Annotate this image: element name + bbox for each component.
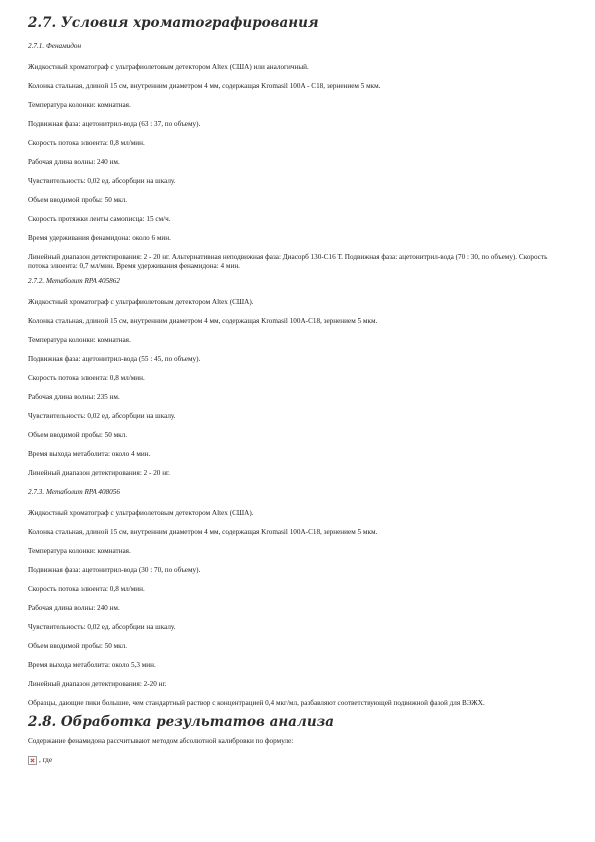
paragraph: Объем вводимой пробы: 50 мкл.: [28, 196, 128, 204]
paragraph: Подвижная фаза: ацетонитрил-вода (30 : 70, по объему).: [28, 566, 201, 574]
paragraph: Жидкостный хроматограф с ультрафиолетовым детектором Altex (США).: [28, 509, 254, 517]
paragraph: Колонка стальная, длиной 15 см, внутренним диаметром 4 мм, содержащая Kromasil 100A-C18, зернением 5 мкм.: [28, 317, 378, 325]
formula-suffix: , где: [39, 756, 53, 764]
paragraph: Образцы, дающие пики большие, чем стандартный раствор с концентрацией 0,4 мкг/мл, разбавляют соответствующей подвижной фазой для ВЭЖХ.: [28, 699, 485, 707]
paragraph: Колонка стальная, длиной 15 см, внутренним диаметром 4 мм, содержащая Kromasil 100A - C18, зернением 5 мкм.: [28, 82, 381, 90]
paragraph: Чувствительность: 0,02 ед. абсорбции на шкалу.: [28, 177, 176, 185]
subsection-2-7-3-body: [28, 509, 555, 708]
paragraph: Температура колонки: комнатная.: [28, 101, 131, 109]
paragraph: Рабочая длина волны: 240 нм.: [28, 604, 120, 612]
paragraph: Линейный диапазон детектирования: 2 - 20 нг.: [28, 469, 170, 477]
paragraph: Колонка стальная, длиной 15 см, внутренним диаметром 4 мм, содержащая Kromasil 100A-C18, зернением 5 мкм.: [28, 528, 378, 536]
paragraph: Температура колонки: комнатная.: [28, 547, 131, 555]
paragraph: Жидкостный хроматограф с ультрафиолетовым детектором Altex (США).: [28, 298, 254, 306]
paragraph: Скорость потока элюента: 0,8 мл/мин.: [28, 585, 145, 593]
paragraph: Объем вводимой пробы: 50 мкл.: [28, 431, 128, 439]
paragraph: Время выхода метаболита: около 4 мин.: [28, 450, 151, 458]
broken-image-icon: [28, 756, 37, 765]
section-2-7-title: 2.7. Условия хроматографирования: [28, 15, 319, 31]
paragraph: Скорость протяжки ленты самописца: 15 см/ч.: [28, 215, 171, 223]
subsection-2-7-1-body: [28, 63, 555, 271]
paragraph: Подвижная фаза: ацетонитрил-вода (63 : 37, по объему).: [28, 120, 201, 128]
paragraph: Рабочая длина волны: 235 нм.: [28, 393, 120, 401]
paragraph: Время выхода метаболита: около 5,3 мин.: [28, 661, 156, 669]
section-2-8-title: 2.8. Обработка результатов анализа: [28, 714, 334, 730]
formula-intro: Содержание фенамидона рассчитывают методом абсолютной калибровки по формуле:: [28, 737, 294, 745]
subsection-2-7-1-title: 2.7.1. Фенамидон: [28, 42, 82, 50]
paragraph: Линейный диапазон детектирования: 2-20 нг.: [28, 680, 167, 688]
subsection-2-7-2-body: [28, 298, 555, 478]
paragraph: Объем вводимой пробы: 50 мкл.: [28, 642, 128, 650]
paragraph: Чувствительность: 0,02 ед. абсорбции на шкалу.: [28, 623, 176, 631]
formula-row: [28, 756, 555, 765]
paragraph: Жидкостный хроматограф с ультрафиолетовым детектором Altex (США) или аналогичный.: [28, 63, 309, 71]
subsection-2-7-3-title: 2.7.3. Метаболит RPA 408056: [28, 488, 120, 496]
paragraph: Линейный диапазон детектирования: 2 - 20 нг. Альтернативная неподвижная фаза: Диасорб 130-С16 Т. Подвижная фаза: ацетонитрил-вода (70 : 30, по объему). Скорость потока элюента: 0,7 мл/мин. Время удерживания фенамидона: 4 мин.: [28, 253, 548, 270]
paragraph: Скорость потока элюента: 0,8 мл/мин.: [28, 374, 145, 382]
subsection-2-7-2-title: 2.7.2. Метаболит RPA 405862: [28, 277, 120, 285]
paragraph: Время удерживания фенамидона: около 6 мин.: [28, 234, 171, 242]
paragraph: Скорость потока элюента: 0,8 мл/мин.: [28, 139, 145, 147]
paragraph: Чувствительность: 0,02 ед. абсорбции на шкалу.: [28, 412, 176, 420]
paragraph: Температура колонки: комнатная.: [28, 336, 131, 344]
paragraph: Подвижная фаза: ацетонитрил-вода (55 : 45, по объему).: [28, 355, 201, 363]
paragraph: Рабочая длина волны: 240 нм.: [28, 158, 120, 166]
